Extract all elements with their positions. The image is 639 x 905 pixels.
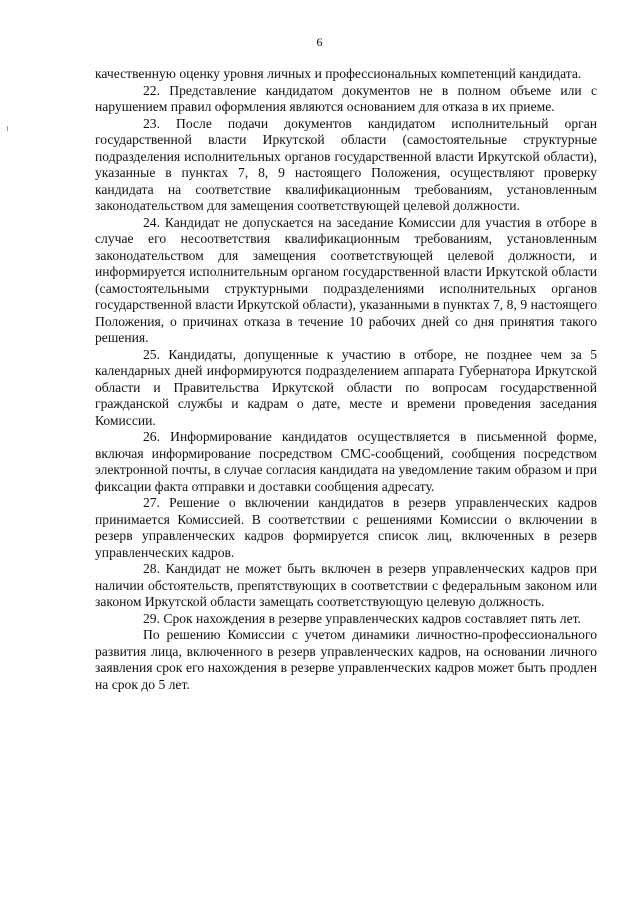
document-body [95, 66, 597, 693]
paragraph-27: 27. Решение о включении кандидатов в резерв управленческих кадров принимается Комиссией. В соответствии с решениями Комиссии о включении в резерв управленческих кадров формируется список лиц, включенных в резерв управленческих кадров. [95, 495, 597, 560]
paragraph-22: 22. Представление кандидатом документов не в полном объеме или с нарушением правил оформления являются основанием для отказа в их приеме. [95, 82, 597, 114]
paragraph-23: 23. После подачи документов кандидатом исполнительный орган государственной власти Иркутской области (самостоятельные структурные подразделения исполнительных органов государственной власти Иркутской области), указанные в пунктах 7, 8, 9 настоящего Положения, осуществляют проверку кандидата на соответствие квалификационным требованиям, установленным законодательством для замещения соответствующей целевой должности. [95, 115, 597, 213]
paragraph-29-extension: По решению Комиссии с учетом динамики личностно-профессионального развития лица, включенного в резерв управленческих кадров, на основании личного заявления срок его нахождения в резерве управленческих кадров может быть продлен на срок до 5 лет. [95, 627, 597, 692]
paragraph-29: 29. Срок нахождения в резерве управленческих кадров составляет пять лет. [143, 610, 581, 626]
paragraph-continuation: качественную оценку уровня личных и профессиональных компетенций кандидата. [95, 66, 582, 81]
page-number: 6 [316, 35, 323, 49]
paragraph-24: 24. Кандидат не допускается на заседание Комиссии для участия в отборе в случае его несоответствия квалификационным требованиям, установленным законодательством для замещения соответствующей целевой должности, и информируется исполнительным органом государственной власти Иркутской области (самостоятельными структурными подразделениями исполнительных органов государственной власти Иркутской области), указанными в пунктах 7, 8, 9 настоящего Положения, о причинах отказа в течение 10 рабочих дней со дня принятия такого решения. [95, 214, 597, 345]
paragraph-25: 25. Кандидаты, допущенные к участию в отборе, не позднее чем за 5 календарных дней информируются подразделением аппарата Губернатора Иркутской области и Правительства Иркутской области по вопросам государственной гражданской службы и кадрам о дате, месте и времени проведения заседания Комиссии. [95, 346, 597, 428]
paragraph-28: 28. Кандидат не может быть включен в резерв управленческих кадров при наличии обстоятельств, препятствующих в соответствии с федеральным законом или законом Иркутской области замещать соответствующую целевую должность. [95, 561, 597, 609]
scan-margin-mark [7, 126, 8, 131]
paragraph-26: 26. Информирование кандидатов осуществляется в письменной форме, включая информирование посредством СМС-сообщений, сообщения посредством электронной почты, в случае согласия кандидата на уведомление таким образом и при фиксации факта отправки и доставки сообщения адресату. [95, 429, 597, 494]
